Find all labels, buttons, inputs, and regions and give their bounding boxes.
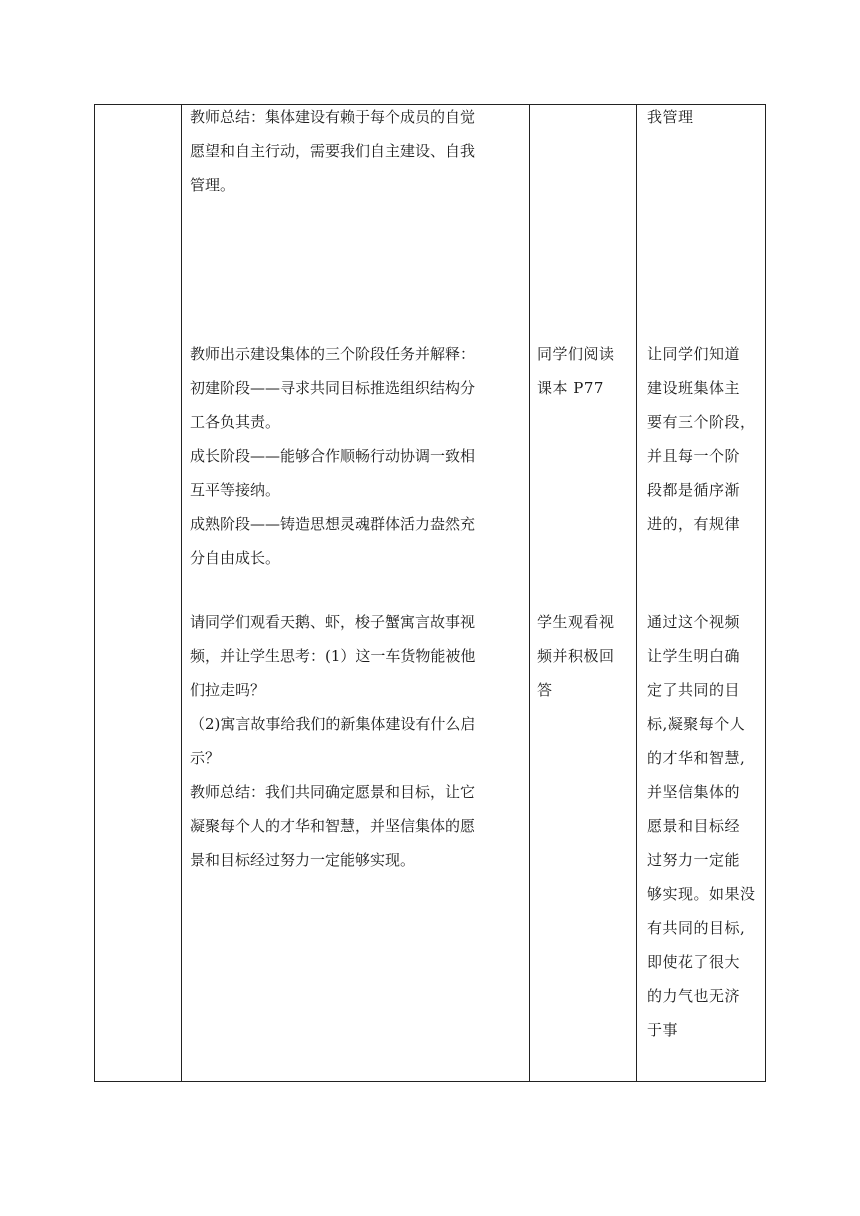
- text-line: 标,凝聚每个人: [647, 715, 746, 733]
- text-line: 够实现。如果没: [647, 885, 756, 903]
- text-line: 愿望和自主行动，需要我们自主建设、自我: [190, 142, 476, 160]
- text-line: 互平等接纳。: [190, 481, 281, 499]
- column-divider: [636, 105, 637, 1081]
- text-line: 频，并让学生思考：(1）这一车货物能被他: [190, 647, 476, 665]
- text-line: 成熟阶段——铸造思想灵魂群体活力盎然充: [190, 515, 476, 533]
- text-line: 过努力一定能: [647, 851, 741, 869]
- text-line: 愿景和目标经: [647, 817, 741, 835]
- lesson-table: [94, 104, 766, 1082]
- text-line: 有共同的目标,: [647, 919, 746, 937]
- text-line: 们拉走吗？: [190, 681, 266, 699]
- student-activity-cell: [537, 605, 639, 707]
- text-line: 于事: [647, 1021, 679, 1039]
- text-line: 初建阶段——寻求共同目标推选组织结构分: [190, 379, 476, 397]
- column-divider: [181, 105, 182, 1081]
- text-line: 学生观看视: [537, 613, 615, 631]
- text-line: 并且每一个阶: [647, 447, 741, 465]
- teacher-activity-cell: [190, 100, 530, 202]
- teacher-activity-cell: [190, 605, 530, 877]
- text-line: 凝聚每个人的才华和智慧，并坚信集体的愿: [190, 817, 476, 835]
- text-line: 管理。: [190, 176, 236, 194]
- text-line: （2)寓言故事给我们的新集体建设有什么启: [190, 715, 476, 733]
- text-line: 工各负其责。: [190, 413, 281, 431]
- text-line: 我管理: [647, 108, 694, 126]
- teacher-activity-cell: [190, 337, 530, 575]
- text-line: 让学生明白确: [647, 647, 741, 665]
- text-line: 教师总结：集体建设有赖于每个成员的自觉: [190, 108, 476, 126]
- text-line: 景和目标经过努力一定能够实现。: [190, 851, 416, 869]
- text-line: 成长阶段——能够合作顺畅行动协调一致相: [190, 447, 476, 465]
- text-line: 要有三个阶段，: [647, 413, 756, 431]
- text-line: 的力气也无济: [647, 987, 741, 1005]
- text-line: 让同学们知道: [647, 345, 741, 363]
- text-line: 即使花了很大: [647, 953, 741, 971]
- text-line: 分自由成长。: [190, 549, 281, 567]
- text-line: 请同学们观看天鹅、虾，梭子蟹寓言故事视: [190, 613, 476, 631]
- text-line: 示？: [190, 749, 221, 767]
- text-line: 并坚信集体的: [647, 783, 741, 801]
- column-divider: [529, 105, 530, 1081]
- text-line: 定了共同的目: [647, 681, 741, 699]
- text-line: 的才华和智慧,: [647, 749, 746, 767]
- text-line: 课本 P77: [537, 379, 604, 397]
- text-line: 教师出示建设集体的三个阶段任务并解释：: [190, 345, 476, 363]
- text-line: 建设班集体主: [647, 379, 741, 397]
- design-intent-cell: [647, 605, 759, 1047]
- text-line: 通过这个视频: [647, 613, 741, 631]
- text-line: 同学们阅读: [537, 345, 615, 363]
- text-line: 答: [537, 681, 553, 699]
- student-activity-cell: [537, 337, 639, 405]
- text-line: 段都是循序渐: [647, 481, 741, 499]
- design-intent-cell: [647, 337, 759, 541]
- text-line: 进的，有规律: [647, 515, 741, 533]
- design-intent-cell: [647, 100, 759, 134]
- text-line: 频并积极回: [537, 647, 615, 665]
- text-line: 教师总结：我们共同确定愿景和目标，让它: [190, 783, 476, 801]
